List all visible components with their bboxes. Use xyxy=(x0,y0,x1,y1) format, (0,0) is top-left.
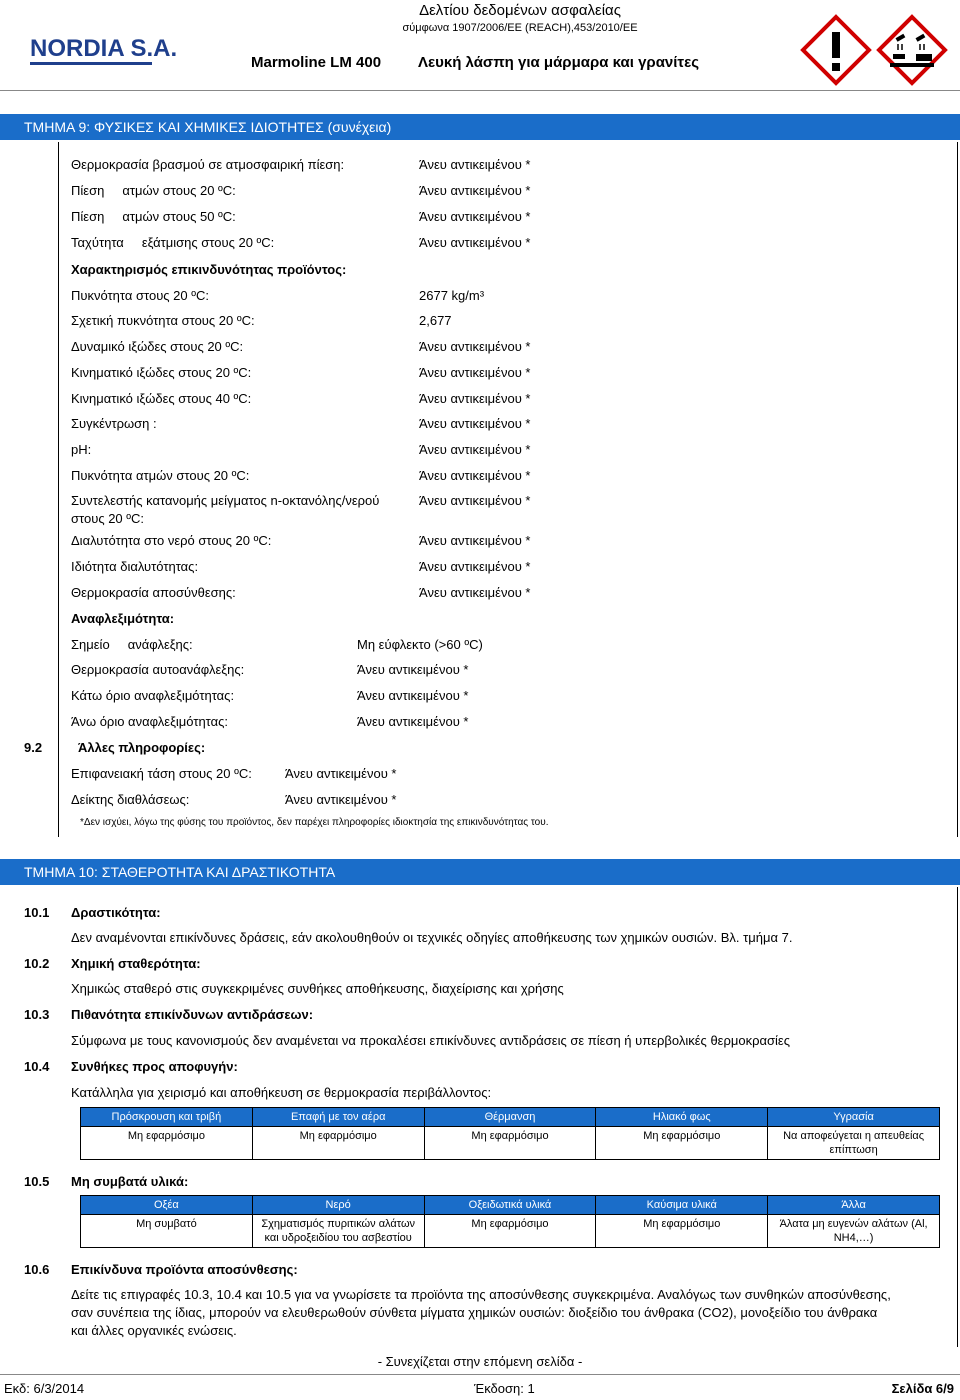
prop-decomp-value: Άνευ αντικειμένου * xyxy=(419,585,531,600)
cell-line: Άλατα μη ευγενών αλάτων (Al, xyxy=(779,1218,928,1230)
table-cell: Μη εφαρμόσιμο xyxy=(252,1127,424,1160)
s10-5-title: Μη συμβατά υλικά: xyxy=(71,1174,189,1189)
regulation-text: σύμφωνα 1907/2006/ΕΕ (REACH),453/2010/ΕΕ xyxy=(402,22,638,34)
refractive-index-label: Δείκτης διαθλάσεως: xyxy=(71,792,190,807)
s10-2-text: Χημικώς σταθερό στις συγκεκριμένες συνθήκες αποθήκευσης, διαχείρισης και χρήσης xyxy=(71,981,564,996)
upper-flammability-label: Άνω όριο αναφλεξιμότητας: xyxy=(71,714,229,729)
surface-tension-label: Επιφανειακή τάση στους 20 ºC: xyxy=(71,766,252,781)
header-rule xyxy=(0,90,960,91)
prop-density-label: Πυκνότητα στους 20 ºC: xyxy=(71,288,209,303)
s10-6-text-line-3: και άλλες οργανικές ενώσεις. xyxy=(71,1323,237,1338)
refractive-index-value: Άνευ αντικειμένου * xyxy=(285,792,397,807)
company-logo xyxy=(30,34,178,65)
lower-flammability-label: Κάτω όριο αναφλεξιμότητας: xyxy=(71,688,235,703)
table-cell: Μη εφαρμόσιμο xyxy=(596,1215,768,1248)
prop-concentration-value: Άνευ αντικειμένου * xyxy=(419,416,531,431)
prop-vp50-value: Άνευ αντικειμένου * xyxy=(419,209,531,224)
cell-line: NH4,…) xyxy=(833,1232,874,1244)
prop-solubility-value: Άνευ αντικειμένου * xyxy=(419,533,531,548)
s10-4-title: Συνθήκες προς αποφυγήν: xyxy=(71,1059,238,1074)
prop-reldensity-label: Σχετική πυκνότητα στους 20 ºC: xyxy=(71,313,255,328)
prop-vp50-label: Πίεση ατμών στους 50 ºC: xyxy=(71,209,236,224)
header-cell: Νερό xyxy=(252,1196,424,1215)
edition-number: Έκδοση: 1 xyxy=(474,1381,535,1396)
prop-boiling-label: Θερμοκρασία βρασμού σε ατμοσφαιρική πίεση: xyxy=(71,157,345,172)
lower-flammability-value: Άνευ αντικειμένου * xyxy=(357,688,469,703)
upper-flammability-value: Άνευ αντικειμένου * xyxy=(357,714,469,729)
table-cell: Μη εφαρμόσιμο xyxy=(424,1215,596,1248)
prop-solubility-label: Διαλυτότητα στο νερό στους 20 ºC: xyxy=(71,533,272,548)
exclamation-mark-icon xyxy=(800,14,872,86)
table-header-row xyxy=(81,1108,940,1127)
prop-kinvisc20-label: Κινηματικό ιξώδες στους 20 ºC: xyxy=(71,365,252,380)
autoignition-label: Θερμοκρασία αυτοανάφλεξης: xyxy=(71,662,245,677)
product-name: Λευκή λάσπη για μάρμαρα και γρανίτες xyxy=(418,54,700,71)
s10-3-title: Πιθανότητα επικίνδυνων αντιδράσεων: xyxy=(71,1007,314,1022)
prop-concentration-label: Συγκέντρωση : xyxy=(71,416,157,431)
cell-line: Σχηματισμός πυριτικών αλάτων xyxy=(261,1218,416,1230)
issue-date: Εκδ: 6/3/2014 xyxy=(4,1381,85,1396)
table-row xyxy=(81,1215,940,1248)
header-cell: Θέρμανση xyxy=(424,1108,596,1127)
prop-boiling-value: Άνευ αντικειμένου * xyxy=(419,157,531,172)
s10-1-text: Δεν αναμένονται επικίνδυνες δράσεις, εάν ακολουθηθούν οι τεχνικές οδηγίες αποθήκευσης των χημικών ουσιών. Βλ. τμήμα 7. xyxy=(71,930,793,945)
prop-partition-label-1: Συντελεστής κατανομής μείγματος n-οκτανόλης/νερού xyxy=(71,493,380,508)
s10-4-number: 10.4 xyxy=(24,1059,50,1074)
section-9-title: ΤΜΗΜΑ 9: ΦΥΣΙΚΕΣ ΚΑΙ ΧΗΜΙΚΕΣ ΙΔΙΟΤΗΤΕΣ (συνέχεια) xyxy=(24,119,392,135)
corrosion-icon xyxy=(876,14,948,86)
section-10-right-border xyxy=(957,887,958,1347)
prop-kinvisc40-value: Άνευ αντικειμένου * xyxy=(419,391,531,406)
header-cell: Καύσιμα υλικά xyxy=(596,1196,768,1215)
prop-ph-value: Άνευ αντικειμένου * xyxy=(419,442,531,457)
autoignition-value: Άνευ αντικειμένου * xyxy=(357,662,469,677)
s10-1-number: 10.1 xyxy=(24,905,50,920)
prop-density-value: 2677 kg/m³ xyxy=(419,288,485,303)
header-cell: Οξειδωτικά υλικά xyxy=(424,1196,596,1215)
prop-vp20-value: Άνευ αντικειμένου * xyxy=(419,183,531,198)
section-9-title-bar xyxy=(0,114,960,140)
s10-6-number: 10.6 xyxy=(24,1262,50,1277)
table-cell: Μη εφαρμόσιμο xyxy=(424,1127,596,1160)
table-cell: Μη εφαρμόσιμο xyxy=(596,1127,768,1160)
header-cell: Επαφή με τον αέρα xyxy=(252,1108,424,1127)
prop-dynvisc-label: Δυναμικό ιξώδες στους 20 ºC: xyxy=(71,339,244,354)
s10-3-text: Σύμφωνα με τους κανονισμούς δεν αναμένεται να προκαλέσει επικίνδυνες αντιδράσεις σε πίεση ή υπερβολικές θερμοκρασίες xyxy=(71,1033,790,1048)
section-9-right-border xyxy=(957,142,958,837)
surface-tension-value: Άνευ αντικειμένου * xyxy=(285,766,397,781)
prop-solprop-value: Άνευ αντικειμένου * xyxy=(419,559,531,574)
section-10-title: ΤΜΗΜΑ 10: ΣΤΑΘΕΡΟΤΗΤΑ ΚΑΙ ΔΡΑΣΤΙΚΟΤΗΤΑ xyxy=(24,864,336,880)
s10-1-title: Δραστικότητα: xyxy=(71,905,161,920)
cell-line: και υδροξειδίου του ασβεστίου xyxy=(264,1232,412,1244)
s10-4-text: Κατάλληλα για χειρισμό και αποθήκευση σε θερμοκρασία περιβάλλοντος: xyxy=(71,1085,492,1100)
section-10-title-bar xyxy=(0,859,960,885)
other-info-heading: Άλλες πληροφορίες: xyxy=(78,740,206,755)
s10-6-text-line-1: Δείτε τις επιγραφές 10.3, 10.4 και 10.5 για να γνωρίσετε τα προϊόντα της αποσύνθεσης συγκεκριμένα. Αναλόγως των συνθηκών αποσύνθεσης, xyxy=(71,1287,891,1302)
prop-dynvisc-value: Άνευ αντικειμένου * xyxy=(419,339,531,354)
doc-title: Δελτίου δεδομένων ασφαλείας xyxy=(419,2,621,19)
svg-text:NORDIA S.A.: NORDIA S.A. xyxy=(30,35,178,62)
table-row xyxy=(81,1127,940,1160)
prop-solprop-label: Ιδιότητα διαλυτότητας: xyxy=(71,559,199,574)
prop-kinvisc20-value: Άνευ αντικειμένου * xyxy=(419,365,531,380)
header-cell: Υγρασία xyxy=(768,1108,940,1127)
prop-ph-label: pH: xyxy=(71,442,92,457)
footer-rule xyxy=(0,1374,960,1375)
flash-point-label: Σημείο ανάφλεξης: xyxy=(71,637,193,652)
s10-6-text-line-2: σαν συνέπεια της ίδιας, μπορούν να ελευθερωθούν σύνθετα μίγματα χημικών ουσιών: διοξείδιο του άνθρακα (CO2), μονοξείδιο του άνθρακα xyxy=(71,1305,878,1320)
s10-2-number: 10.2 xyxy=(24,956,50,971)
prop-partition-label-2: στους 20 ºC: xyxy=(71,511,145,526)
continues-notice: - Συνεχίζεται στην επόμενη σελίδα - xyxy=(377,1354,583,1369)
incompatible-materials-table xyxy=(80,1195,940,1248)
cell-line: Να αποφεύγεται η απευθείας xyxy=(783,1130,925,1142)
prop-evap-label: Ταχύτητα εξάτμισης στους 20 ºC: xyxy=(71,235,275,250)
flammability-heading: Αναφλεξιμότητα: xyxy=(71,611,175,626)
s10-6-title: Επικίνδυνα προϊόντα αποσύνθεσης: xyxy=(71,1262,298,1277)
header-cell: Ηλιακό φως xyxy=(596,1108,768,1127)
logo-swoosh xyxy=(30,62,152,65)
prop-evap-value: Άνευ αντικειμένου * xyxy=(419,235,531,250)
table-cell xyxy=(252,1215,424,1248)
page-number: Σελίδα 6/9 xyxy=(891,1381,954,1396)
s10-5-number: 10.5 xyxy=(24,1174,50,1189)
table-header-row xyxy=(81,1196,940,1215)
header-cell: Πρόσκρουση και τριβή xyxy=(81,1108,253,1127)
prop-vapdensity-label: Πυκνότητα ατμών στους 20 ºC: xyxy=(71,468,250,483)
cell-line: επίπτωση xyxy=(829,1144,878,1156)
prop-vp20-label: Πίεση ατμών στους 20 ºC: xyxy=(71,183,236,198)
table-cell xyxy=(768,1127,940,1160)
flash-point-value: Μη εύφλεκτο (>60 ºC) xyxy=(357,637,483,652)
product-code: Marmoline LM 400 xyxy=(251,54,382,71)
conditions-to-avoid-table xyxy=(80,1107,940,1160)
section-9-left-border xyxy=(58,142,59,837)
prop-kinvisc40-label: Κινηματικό ιξώδες στους 40 ºC: xyxy=(71,391,252,406)
header-cell: Οξέα xyxy=(81,1196,253,1215)
hazard-characterization-heading: Χαρακτηρισμός επικινδυνότητας προϊόντος: xyxy=(71,262,347,277)
prop-partition-value: Άνευ αντικειμένου * xyxy=(419,493,531,508)
table-cell: Μη εφαρμόσιμο xyxy=(81,1127,253,1160)
footnote: *Δεν ισχύει, λόγω της φύσης του προϊόντος, δεν παρέχει πληροφορίες ιδιοκτησία της επικινδυνότητας του. xyxy=(80,817,549,828)
prop-vapdensity-value: Άνευ αντικειμένου * xyxy=(419,468,531,483)
prop-decomp-label: Θερμοκρασία αποσύνθεσης: xyxy=(71,585,236,600)
nordia-logo-icon xyxy=(30,34,178,62)
other-info-number: 9.2 xyxy=(24,740,43,755)
s10-3-number: 10.3 xyxy=(24,1007,50,1022)
prop-reldensity-value: 2,677 xyxy=(419,313,452,328)
table-cell xyxy=(768,1215,940,1248)
s10-2-title: Χημική σταθερότητα: xyxy=(71,956,201,971)
header-cell: Άλλα xyxy=(768,1196,940,1215)
table-cell: Μη συμβατό xyxy=(81,1215,253,1248)
